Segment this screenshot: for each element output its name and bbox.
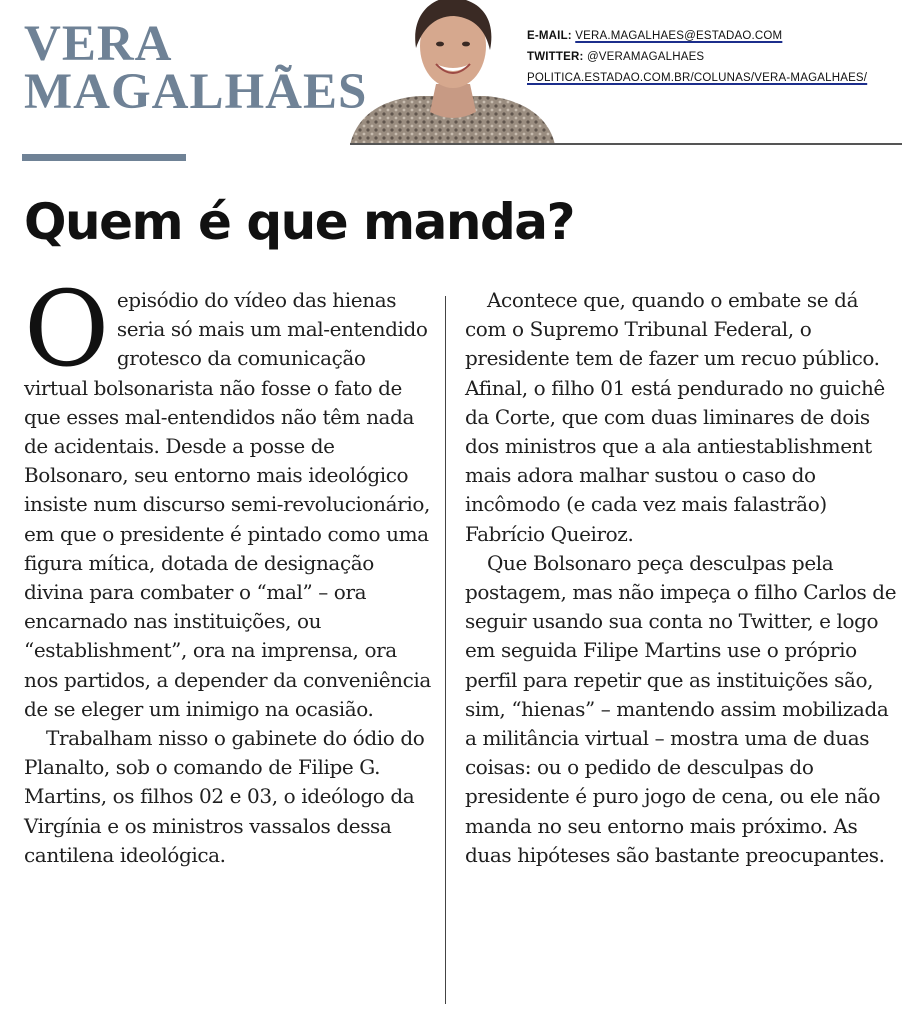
article-title: Quem é que manda? <box>24 193 575 251</box>
column-header <box>0 0 910 150</box>
author-photo <box>350 0 555 145</box>
email-label: E-MAIL: <box>527 30 572 42</box>
accent-bar <box>22 154 186 161</box>
author-last-name: MAGALHÃES <box>24 64 368 120</box>
contact-block <box>527 26 867 89</box>
url-line <box>527 68 867 89</box>
twitter-label: TWITTER: <box>527 51 584 63</box>
email-link[interactable]: VERA.MAGALHAES@ESTADAO.COM <box>575 30 783 42</box>
paragraph-text: episódio do vídeo das hienas seria só mais um mal-entendido grotesco da comunicação virtual bolsonarista não fosse o fato de que esses mal-entendidos não têm nada de acidentais. Desde a posse de Bolsonaro, seu entorno mais ideológico insiste num discurso semi-revolucionário, em que o presidente é pintado como uma figura mítica, dotada de designação divina para combater o “mal” – ora encarnado nas instituições, ou “establishment”, ora na imprensa, ora nos partidos, a depender da conveniência de se eleger um inimigo na ocasião. <box>24 288 431 721</box>
paragraph: Que Bolsonaro peça desculpas pela postagem, mas não impeça o filho Carlos de seguir usando sua conta no Twitter, e logo em seguida Filipe Martins use o próprio perfil para repetir que as instituições são, sim, “hienas” – mantendo assim mobilizada a militância virtual – mostra uma de duas coisas: ou o pedido de desculpas do presidente é puro jogo de cena, ou ele não manda no seu entorno mais próximo. As duas hipóteses são bastante preocupantes. <box>465 550 897 867</box>
author-first-name: VERA <box>24 16 173 72</box>
article-column-left <box>24 268 434 870</box>
paragraph: Trabalham nisso o gabinete do ódio do Planalto, sob o comando de Filipe G. Martins, os filhos 02 e 03, o ideólogo da Virgínia e os ministros vassalos dessa cantilena ideológica. <box>24 726 425 867</box>
column-divider <box>445 296 446 1004</box>
drop-cap: O <box>24 268 109 390</box>
paragraph: Acontece que, quando o embate se dá com o Supremo Tribunal Federal, o presidente tem de fazer um recuo público. Afinal, o filho 01 está pendurado no guichê da Corte, que com duas liminares de dois dos ministros que a ala antiestablishment mais adora malhar sustou o caso do incômodo (e cada vez mais falastrão) Fabrício Queiroz. <box>465 288 885 546</box>
email-line <box>527 26 867 47</box>
author-name <box>24 16 368 120</box>
article-column-right <box>465 286 903 870</box>
paragraph <box>24 268 434 724</box>
twitter-handle: @VERAMAGALHAES <box>586 51 705 63</box>
column-url-link[interactable]: POLITICA.ESTADAO.COM.BR/COLUNAS/VERA-MAGALHAES/ <box>527 72 868 84</box>
header-divider <box>350 143 902 145</box>
twitter-line <box>527 47 867 68</box>
